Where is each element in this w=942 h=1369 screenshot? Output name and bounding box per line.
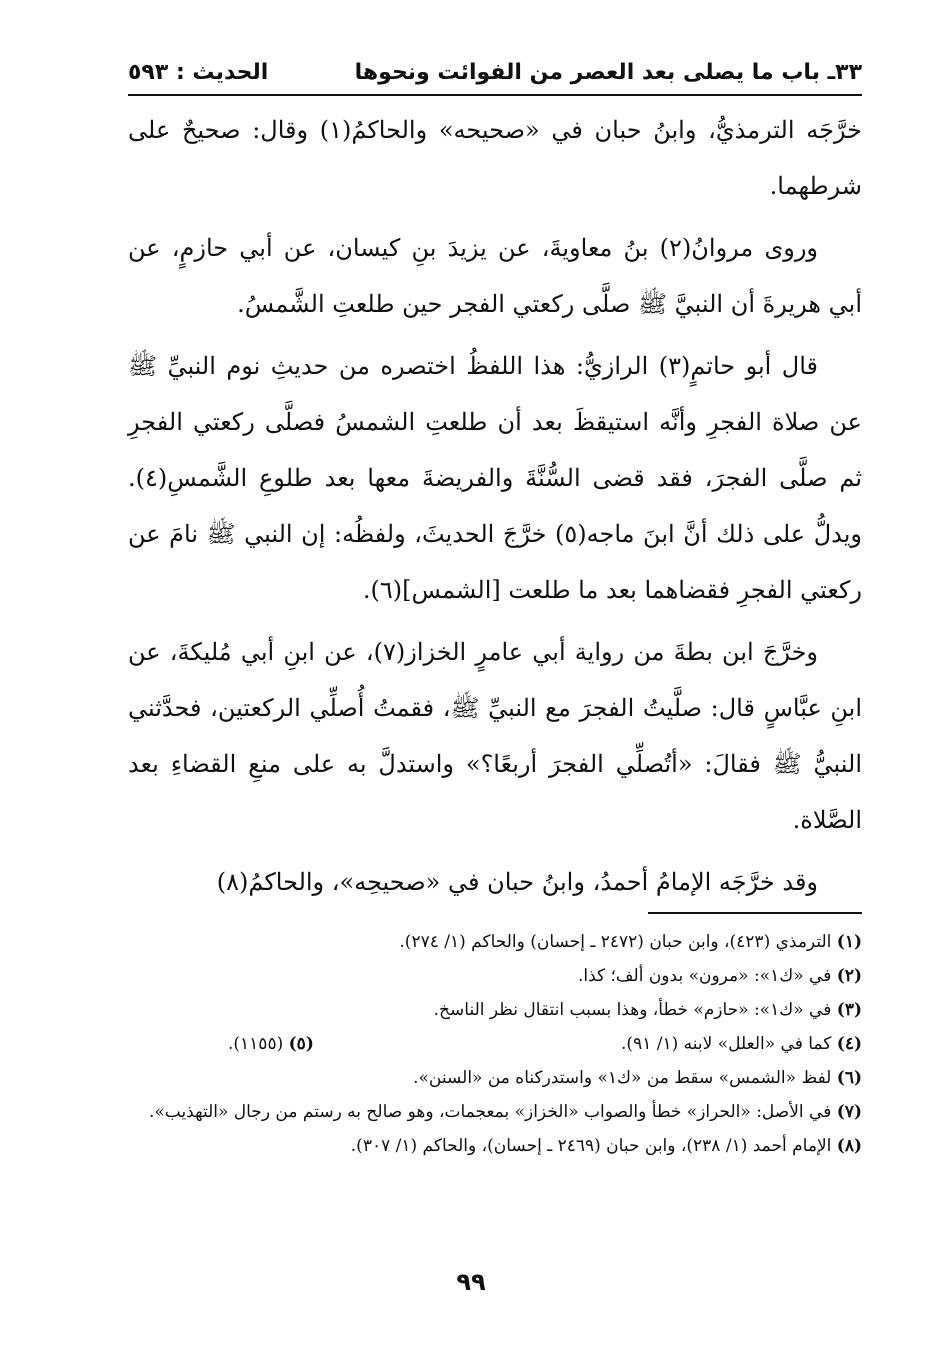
footnote-text: (١١٥٥).	[228, 1034, 284, 1054]
footnote-text: في الأصل: «الحراز» خطأ والصواب «الخزاز» بمعجمات، وهو صالح به رستم من رجال «التهذيب».	[148, 1102, 832, 1122]
paragraph: وخرَّجَ ابن بطةَ من رواية أبي عامرٍ الخزاز(٧)، عن ابنِ أبي مُليكةَ، عن ابنِ عبَّاسٍ قال: صلَّيتُ الفجرَ مع النبيِّ ﷺ، فقمتُ أُصلِّي الركعتين، فحدَّثني النبيُّ ﷺ فقالَ: «أتُصلِّي الفجرَ أربعًا؟» واستدلَّ به على منعِ القضاءِ بعد الصَّلاة.	[128, 638, 862, 834]
paragraph: قال أبو حاتمٍ(٣) الرازيُّ: هذا اللفظُ اختصره من حديثِ نوم النبيِّ ﷺ عن صلاة الفجرِ وأنَّه استيقظَ بعد أن طلعتِ الشمسُ فصلَّى ركعتي الفجرِ ثم صلَّى الفجرَ، فقد قضى السُّنَّةَ والفريضةَ معها بعد طلوعِ الشَّمسِ(٤). ويدلُّ على ذلك أنَّ ابنَ ماجه(٥) خرَّجَ الحديثَ، ولفظُه: إن النبي ﷺ نامَ عن ركعتي الفجرِ فقضاهما بعد ما طلعت [الشمس](٦).	[128, 352, 862, 604]
footnote-pair	[128, 1027, 862, 1061]
paragraph: وروى مروانُ(٢) بنُ معاويةَ، عن يزيدَ بنِ كيسان، عن أبي حازمٍ، عن أبي هريرةَ أن النبيَّ ﷺ صلَّى ركعتي الفجر حين طلعتِ الشَّمسُ.	[128, 234, 862, 318]
footnote-text: الترمذي (٤٢٣)، وابن حبان (٢٤٧٢ ـ إحسان) والحاكم (١/ ٢٧٤).	[399, 932, 832, 952]
paragraph: خرَّجَه الترمذيُّ، وابنُ حبان في «صحيحه» والحاكمُ(١) وقال: صحيحٌ على شرطهما.	[128, 116, 862, 200]
footnote-number: (١)	[836, 932, 862, 952]
paragraph: وقد خرَّجَه الإمامُ أحمدُ، وابنُ حبان في «صحيحِه»، والحاكمُ(٨)	[216, 868, 818, 896]
footnote-number: (٧)	[836, 1102, 862, 1122]
footnote-number: (٨)	[836, 1136, 862, 1156]
footnote-divider	[648, 912, 862, 914]
footnote	[128, 993, 862, 1027]
footnote	[228, 1027, 314, 1061]
footnote	[128, 959, 862, 993]
footnote-text: كما في «العلل» لابنه (١/ ٩١).	[621, 1034, 832, 1054]
footnote-number: (٥)	[288, 1034, 314, 1054]
hadith-number: الحديث : ٥٩٣	[128, 59, 269, 85]
footnote	[128, 925, 862, 959]
footnote-text: في «ك١»: «مرون» بدون ألف؛ كذا.	[577, 966, 832, 986]
footnote-text: الإمام أحمد (١/ ٢٣٨)، وابن حبان (٢٤٦٩ ـ إحسان)، والحاكم (١/ ٣٠٧).	[350, 1136, 832, 1156]
footnote-text: لفظ «الشمس» سقط من «ك١» واستدركناه من «السنن».	[413, 1068, 832, 1088]
footnote	[128, 1129, 862, 1163]
footnote-text: في «ك١»: «حازم» خطأ، وهذا بسبب انتقال نظر الناسخ.	[433, 1000, 832, 1020]
main-text	[128, 102, 862, 916]
chapter-title: ٣٣ـ باب ما يصلى بعد العصر من الفوائت ونحوها	[354, 59, 862, 85]
footnote	[128, 1061, 862, 1095]
footnotes	[128, 925, 862, 1163]
running-header	[128, 52, 862, 96]
footnote	[128, 1095, 862, 1129]
page-number: ٩٩	[456, 1268, 486, 1296]
footnote	[621, 1027, 862, 1061]
footnote-number: (٢)	[836, 966, 862, 986]
footnote-number: (٣)	[836, 1000, 862, 1020]
footnote-number: (٤)	[836, 1034, 862, 1054]
footnote-number: (٦)	[836, 1068, 862, 1088]
